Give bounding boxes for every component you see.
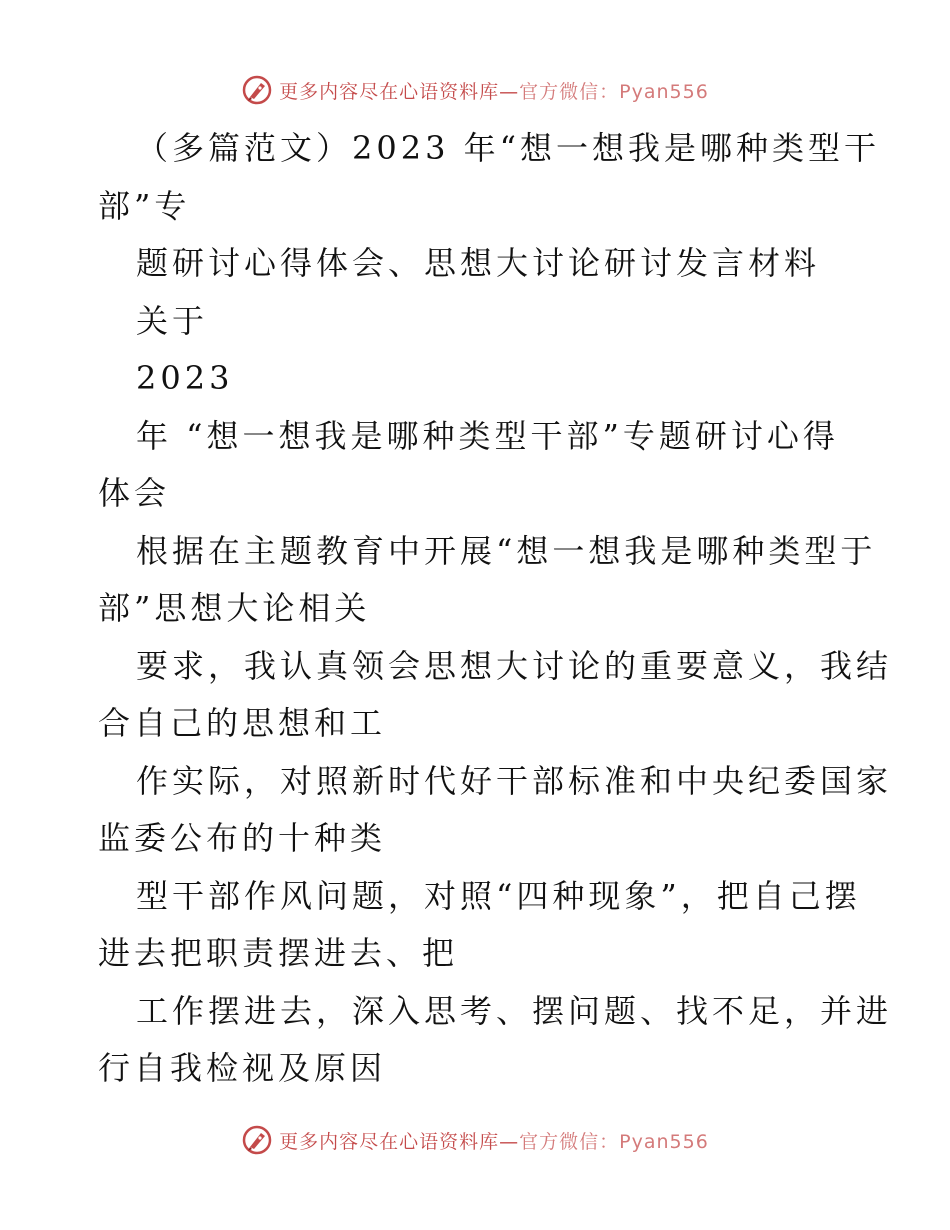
- watermark-text: 更多内容尽在心语资料库—官方微信：Pyan556: [279, 1130, 709, 1153]
- text-line: 行自我检视及原因: [98, 1049, 387, 1087]
- text-line: 关于: [136, 301, 209, 340]
- text-line: 根据在主题教育中开展“想一想我是哪种类型于: [136, 531, 877, 570]
- text-line: 部”思想大论相关: [98, 589, 371, 627]
- text-line: 工作摆进去，深入思考、摆问题、找不足，并进: [136, 991, 893, 1030]
- text-line: 进去把职责摆进去、把: [98, 934, 459, 972]
- pen-nib-logo-icon: [241, 1124, 273, 1156]
- text-line: 合自己的思想和工: [98, 704, 387, 742]
- header-watermark-banner: [0, 70, 950, 110]
- watermark-text: 更多内容尽在心语资料库—官方微信：Pyan556: [279, 80, 709, 103]
- text-line: （多篇范文）2023 年“想一想我是哪种类型干: [136, 129, 880, 167]
- text-line: 题研讨心得体会、思想大讨论研讨发言材料: [136, 244, 821, 282]
- pen-nib-logo-icon: [241, 74, 273, 106]
- text-line: 要求，我认真领会思想大讨论的重要意义，我结: [136, 646, 893, 685]
- text-line: 年 “想一想我是哪种类型干部”专题研讨心得: [136, 416, 839, 455]
- text-line: 作实际，对照新时代好干部标准和中央纪委国家: [136, 761, 893, 800]
- text-line: 部”专: [98, 186, 191, 225]
- text-line: 监委公布的十种类: [98, 819, 387, 857]
- text-line: 体会: [98, 474, 171, 512]
- text-line: 型干部作风问题，对照“四种现象”，把自己摆: [136, 876, 861, 915]
- footer-watermark-banner: [0, 1120, 950, 1160]
- text-line: 2023: [136, 359, 234, 397]
- document-body: [98, 120, 893, 1098]
